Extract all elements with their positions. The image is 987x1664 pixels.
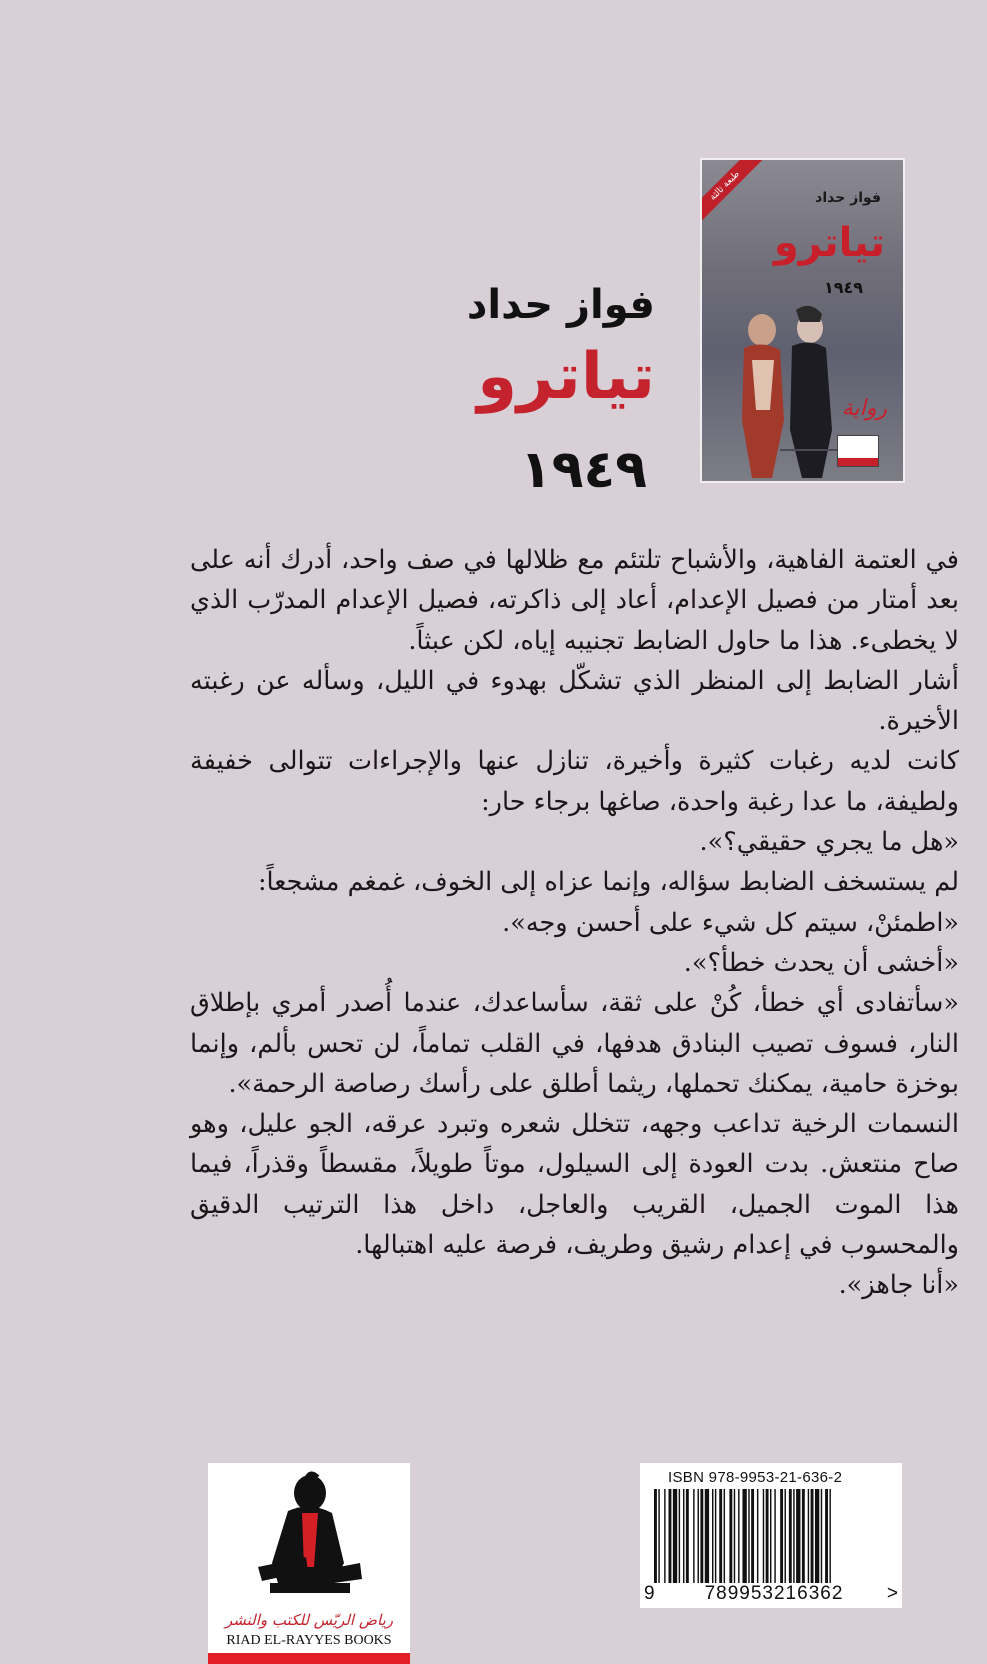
barcode-bar [686, 1489, 689, 1583]
publisher-arabic-name: رياض الريّس للكتب والنشر [225, 1611, 393, 1629]
barcode-bar [669, 1489, 672, 1583]
barcode-bar [658, 1489, 659, 1583]
isbn-label: ISBN 978-9953-21-636-2 [668, 1469, 843, 1486]
barcode-bar [700, 1489, 703, 1583]
blurb-paragraph: النسمات الرخية تداعب وجهه، تتخلل شعره وتبرد عرقه، الجو عليل، وهو صاح منتعش. بدت العودة إلى السيلول، موتاً طويلاً، مقسطاً وقذراً، فيما هذا الموت الجميل، القريب والعاجل، داخل هذا الترتيب الدقيق والمحسوب في إعدام رشيق وطريف، فرصة عليه اهتبالها. [190, 1109, 959, 1261]
barcode-bar [724, 1489, 725, 1583]
publisher-latin-name: RIAD EL-RAYYES BOOKS [226, 1633, 392, 1648]
blurb-paragraph: «هل ما يجري حقيقي؟». [699, 827, 959, 858]
barcode-bar [825, 1489, 828, 1583]
barcode-bars [652, 1489, 890, 1583]
barcode-bar [793, 1489, 794, 1583]
barcode-bar [789, 1489, 792, 1583]
barcode-arrow: > [886, 1583, 898, 1604]
book-title: تياترو [477, 340, 655, 414]
barcode-bar [808, 1489, 809, 1583]
barcode-main-digits: 789953216362 [704, 1583, 844, 1604]
thumbnail-publisher-logo [837, 435, 879, 467]
isbn-barcode [640, 1463, 902, 1608]
barcode-lead-digit: 9 [644, 1583, 655, 1604]
blurb-paragraph: لم يستسخف الضابط سؤاله، وإنما عزاه إلى الخوف، غمغم مشجعاً: [257, 867, 959, 898]
barcode-digits [644, 1583, 898, 1605]
cover-thumbnail [700, 158, 905, 483]
blurb-paragraph: «اطمئنْ، سيتم كل شيء على أحسن وجه». [502, 907, 959, 938]
barcode-bar [757, 1489, 758, 1583]
barcode-bar [763, 1489, 764, 1583]
barcode-bar [815, 1489, 819, 1583]
barcode-bar [729, 1489, 732, 1583]
publisher-logo [208, 1463, 410, 1664]
edition-ribbon: طبعة ثالثة [700, 158, 762, 223]
blurb-paragraph: «أنا جاهز». [838, 1270, 959, 1301]
barcode-bar [673, 1489, 677, 1583]
barcode-bar [712, 1489, 713, 1583]
barcode-bar [742, 1489, 746, 1583]
barcode-bar [664, 1489, 665, 1583]
barcode-bar [679, 1489, 680, 1583]
author-name: فواز حداد [466, 282, 655, 328]
blurb-paragraph: كانت لديه رغبات كثيرة وأخيرة، تنازل عنها والإجراءات تتوالى خفيفة ولطيفة، ما عدا رغبة واحدة، صاغها برجاء حار: [190, 746, 959, 817]
cover-illustration [722, 300, 852, 480]
barcode-bar [785, 1489, 786, 1583]
barcode-bar [748, 1489, 749, 1583]
barcode-bar [654, 1489, 657, 1583]
barcode-bar [770, 1489, 771, 1583]
thumbnail-genre: رواية [841, 396, 887, 421]
book-year: ١٩٤٩ [520, 440, 647, 500]
barcode-bar [738, 1489, 739, 1583]
barcode-bar [751, 1489, 754, 1583]
publisher-red-bar [208, 1653, 410, 1664]
barcode-bar [693, 1489, 694, 1583]
barcode-bar [715, 1489, 716, 1583]
barcode-bar [734, 1489, 735, 1583]
thumbnail-title: تياترو [773, 220, 885, 266]
publisher-figure-icon [248, 1471, 368, 1601]
barcode-bar [802, 1489, 805, 1583]
barcode-bar [719, 1489, 722, 1583]
blurb-paragraph: «أخشى أن يحدث خطأ؟». [683, 947, 959, 978]
barcode-bar [821, 1489, 822, 1583]
barcode-bar [698, 1489, 699, 1583]
barcode-bar [683, 1489, 684, 1583]
barcode-bar [766, 1489, 769, 1583]
barcode-bar [829, 1489, 830, 1583]
barcode-bar [780, 1489, 783, 1583]
barcode-bar [796, 1489, 800, 1583]
barcode-bar [811, 1489, 814, 1583]
barcode-bar [705, 1489, 709, 1583]
blurb-paragraph: في العتمة الفاهية، والأشباح تلتئم مع ظلالها في صف واحد، أدرك أنه على بعد أمتار من فصيل الإعدام، أعاد إلى ذاكرته، فصيل الإعدام المدرّب الذي لا يخطىء. هذا ما حاول الضابط تجنيبه إياه، لكن عبثاً. [190, 545, 959, 656]
thumbnail-year: ١٩٤٩ [823, 278, 863, 297]
blurb-text [190, 540, 959, 1306]
blurb-paragraph: أشار الضابط إلى المنظر الذي تشكّل بهدوء في الليل، وسأله عن رغبته الأخيرة. [190, 665, 959, 737]
barcode-bar [774, 1489, 775, 1583]
blurb-paragraph: «سأتفادى أي خطأ، كُنْ على ثقة، سأساعدك، عندما أُصدر أمري بإطلاق النار، فسوف تصيب البنادق هدفها، في القلب تماماً، لن تحس بألم، وإنما بوخزة حامية، يمكنك تحملها، ريثما أطلق على رأسك رصاصة الرحمة». [190, 988, 959, 1099]
thumbnail-author: فواز حداد [815, 190, 881, 206]
